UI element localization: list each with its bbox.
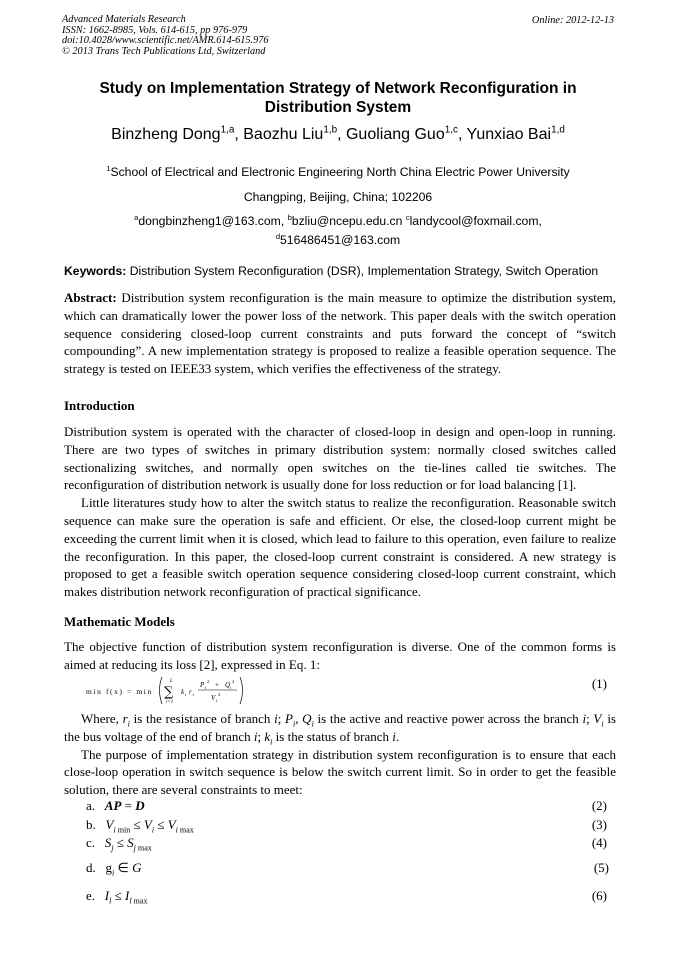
equation-number-1: (1) (591, 676, 607, 691)
sum-lower: i=1 (166, 700, 174, 705)
author-name: Binzheng Dong (111, 126, 221, 143)
models-paragraph-1: The objective function of distribution system reconfiguration is diverse. One of the common forms is aimed at reducing its loss [2], expressed in Eq. 1: (64, 639, 616, 672)
constraint-b: b. $V_{i min} \le V_i \le V_{i max}$ (86, 817, 194, 835)
author-list (62, 126, 614, 144)
svg-text:i: i (205, 685, 207, 690)
svg-text:2: 2 (232, 679, 235, 684)
constraint-c: c. $S_j \le S_{j max}$ (86, 835, 152, 853)
author-sup: 1,a (220, 124, 235, 136)
title-line-1: Study on Implementation Strategy of Network Reconfiguration in (99, 80, 577, 97)
equation-number-5: (5) (593, 860, 609, 875)
svg-text:2: 2 (218, 692, 221, 697)
author-sup: 1,d (551, 124, 565, 136)
author-name: Baozhu Liu (243, 126, 324, 143)
paper-title (62, 80, 614, 117)
variables-and-purpose (64, 710, 616, 799)
email-d[interactable]: 516486451@163.com (280, 233, 401, 247)
affiliation-sup: 1 (106, 163, 111, 173)
email-a[interactable]: dongbinzheng1@163.com, (138, 214, 288, 228)
author-sep: , (337, 126, 346, 143)
formula-plus: + (215, 681, 219, 689)
title-line-2: Distribution System (264, 98, 412, 116)
keywords-label: Keywords: (64, 264, 127, 278)
svg-text:i: i (230, 685, 232, 690)
journal-header (62, 15, 269, 57)
emails-line-2: $^d$516486451@163.com (275, 231, 401, 247)
journal-name: Advanced Materials Research (62, 14, 186, 25)
objective-function-formula (84, 673, 304, 707)
author-sep: , (234, 126, 244, 143)
author-name: Yunxiao Bai (466, 126, 552, 143)
affiliation-line-1 (62, 165, 614, 179)
keywords-text: Distribution System Reconfiguration (DSR), Implementation Strategy, Switch Operation (129, 264, 599, 278)
left-paren (160, 677, 163, 704)
formula-k: k (181, 688, 185, 696)
abstract-text: Distribution system reconfiguration is the main measure to optimize the distribution system, which can dramatically lower the power loss of the network. This paper deals with the switch operation sequence considering closed-loop current constraints and puts forward the concept of “switch compounding”. A new implementation strategy is proposed to realize a feasible operation sequence. The strategy is tested on IEEE33 system, which verifies the effectiveness of the strategy. (64, 290, 617, 377)
copyright: © 2013 Trans Tech Publications Ltd, Switzerland (62, 45, 266, 57)
abstract (64, 289, 616, 378)
svg-text:i: i (185, 692, 187, 697)
sum-upper: L (170, 679, 173, 684)
svg-text:i: i (216, 698, 218, 703)
doi: doi:10.4028/www.scientific.net/AMR.614-615.976 (62, 35, 269, 47)
where-paragraph: Where, $r_i$ is the resistance of branch i; $P_i$, $Q_i$ is the active and reactive power across the branch i; $V_i$ is the bus voltage of the end of branch i; $k_i$ is the status of branch i. (64, 711, 616, 747)
formula-r: r (189, 688, 192, 696)
section-mathematic-models: Mathematic Models (64, 614, 175, 629)
right-paren (240, 677, 243, 704)
summation-sign: ∑ (164, 685, 174, 700)
equation-number-4: (4) (591, 835, 607, 850)
svg-text:2: 2 (207, 679, 210, 684)
formula-V: V (211, 694, 216, 702)
email-c[interactable]: landycool@foxmail.com, (409, 214, 542, 228)
author-name: Guoliang Guo (345, 126, 445, 143)
formula-lhs: min f(x) = min (86, 687, 153, 696)
formula-P: P (200, 681, 205, 689)
formula-Q: Q (225, 681, 231, 689)
intro-paragraph-1: Distribution system is operated with the character of closed-loop in design and open-loop in running. There are two types of switches in primary distribution system: normally closed switches called sectionalizing switches, and normally open switches on the tie-lines called tie switches. The reconfiguration of distribution network is usually done for loss reduction or for load balancing [1]. (64, 424, 616, 493)
email-b[interactable]: bzliu@ncepu.edu.cn (291, 214, 406, 228)
svg-text:i: i (192, 692, 194, 697)
introduction-body (64, 423, 616, 601)
purpose-paragraph: The purpose of implementation strategy in distribution system reconfiguration is to ensure that each close-loop operation in switch sequence is below the switch current limit. So in order to get the feasible solution, there are several constraints to meet: (64, 746, 616, 798)
author-sep: , (457, 126, 467, 143)
constraint-a: a. AP = D (86, 798, 145, 813)
constraint-d: d. $g_i$ ∈ G (86, 860, 142, 878)
intro-paragraph-2: Little literatures study how to alter the switch status to realize the reconfiguration. Reasonable switch sequence can make sure the operation is safe and efficient. Or else, the closed-loop current might be exceeding the current limit when it is closed, which lead to failure to this operation, even failure to realize the reconfiguration. In this paper, the closed-loop current constraint is considered. A new strategy is proposed to get a feasible switch operation sequence considering closed-loop current constraint, which makes distribution network reconfiguration of practical significance. (64, 495, 616, 600)
author-sup: 1,b (323, 124, 338, 136)
equation-number-3: (3) (591, 817, 607, 832)
affiliation-text: School of Electrical and Electronic Engineering North China Electric Power University (110, 165, 570, 179)
constraint-e: e. $I_l \le I_{l max}$ (86, 888, 148, 906)
equation-number-6: (6) (591, 888, 607, 903)
issn: ISSN: 1662-8985, Vols. 614-615, pp 976-979 (62, 24, 248, 36)
equation-number-2: (2) (591, 798, 607, 813)
section-introduction: Introduction (64, 398, 135, 413)
online-date: Online: 2012-12-13 (531, 15, 614, 26)
author-sup: 1,c (444, 124, 458, 136)
affiliation-line-2: Changping, Beijing, China; 102206 (243, 190, 433, 204)
keywords (64, 264, 624, 278)
abstract-label: Abstract: (64, 290, 117, 305)
emails-line-1: $^a$dongbinzheng1@163.com, $^b$bzliu@ncepu.edu.cn $^c$landycool@foxmail.com, (134, 212, 542, 228)
